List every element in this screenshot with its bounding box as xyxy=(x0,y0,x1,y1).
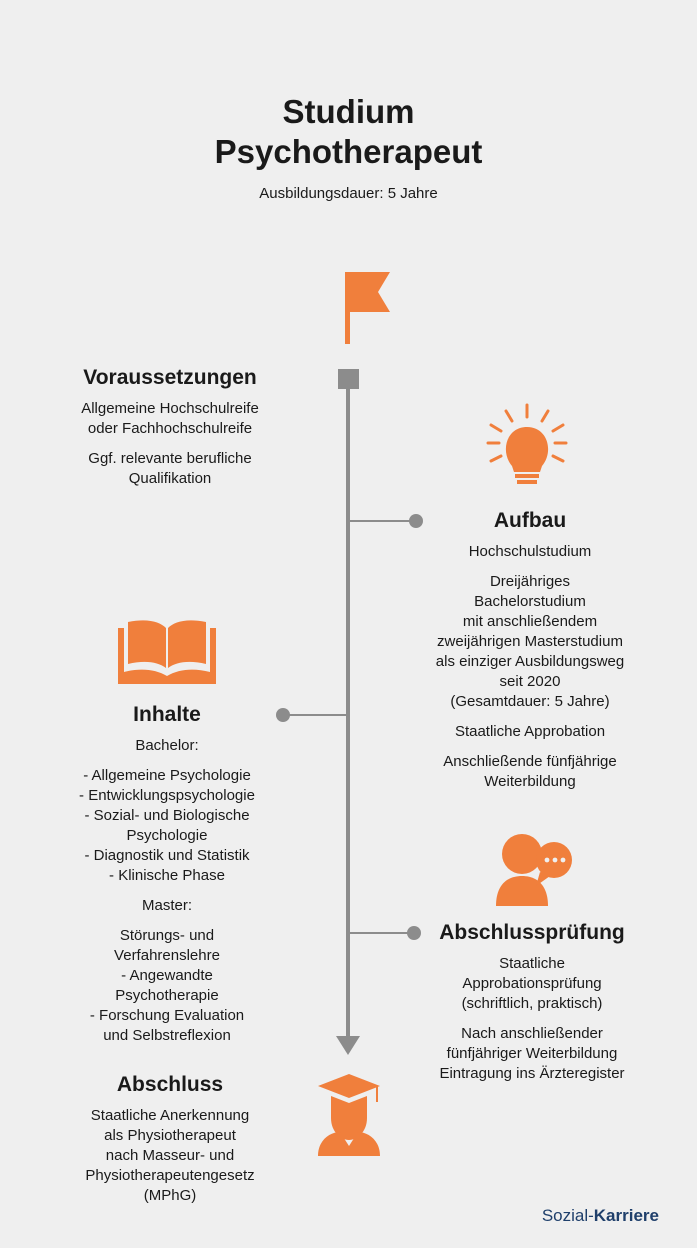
section-abschluss xyxy=(40,1072,300,1206)
section-text: Ggf. relevante berufliche Qualifikation xyxy=(88,450,252,487)
section-text: Nach anschließender fünfjähriger Weiterbildung Eintragung ins Ärzteregister xyxy=(439,1025,625,1082)
timeline-start-marker xyxy=(338,369,359,389)
section-title: Aufbau xyxy=(493,509,567,532)
section-text: Hochschulstudium xyxy=(468,543,592,560)
timeline-arrow xyxy=(336,1036,360,1055)
section-title: Voraussetzungen xyxy=(83,366,257,389)
section-aufbau xyxy=(410,508,650,792)
timeline-branch-abschlusspruefung xyxy=(348,926,421,940)
page-subtitle: Ausbildungsdauer: 5 Jahre xyxy=(259,185,438,202)
timeline-line xyxy=(346,389,350,1038)
flag-icon xyxy=(345,272,390,344)
section-text: Bachelor: xyxy=(135,737,199,754)
title-line-1: Studium xyxy=(282,93,415,130)
section-text: Dreijähriges Bachelorstudium mit anschließendem zweijährigen Masterstudium als einziger Ausbildungsweg seit 2020 (Gesamtdauer: 5 Jahre) xyxy=(435,573,625,710)
brand-part-2: Karriere xyxy=(593,1206,659,1225)
section-text: Allgemeine Hochschulreife oder Fachhochschulreife xyxy=(81,400,259,437)
section-voraussetzungen xyxy=(40,365,300,489)
section-text: Staatliche Anerkennung als Physiotherapeut nach Masseur- und Physiotherapeutengesetz (MPhG) xyxy=(85,1107,255,1204)
person-speech-icon xyxy=(496,834,572,906)
section-text: Störungs- und Verfahrenslehre - Angewandte Psychotherapie - Forschung Evaluation und Selbstreflexion xyxy=(89,927,245,1044)
section-title: Abschlussprüfung xyxy=(439,921,625,944)
brand-part-1: Sozial- xyxy=(541,1206,594,1225)
book-icon xyxy=(118,620,216,684)
title-line-2: Psychotherapeut xyxy=(214,133,483,170)
section-abschlusspruefung xyxy=(412,920,652,1084)
section-text: - Allgemeine Psychologie - Entwicklungspsychologie - Sozial- und Biologische Psychologie - Diagnostik und Statistik - Klinische Phase xyxy=(79,767,255,884)
lightbulb-icon xyxy=(488,405,566,484)
brand-logo xyxy=(542,1206,659,1226)
section-text: Staatliche Approbationsprüfung (schriftlich, praktisch) xyxy=(461,955,603,1012)
graduate-icon xyxy=(318,1074,380,1156)
section-title: Inhalte xyxy=(133,703,201,726)
section-title: Abschluss xyxy=(116,1073,224,1096)
section-text: Master: xyxy=(141,897,192,914)
section-text: Staatliche Approbation xyxy=(454,723,606,740)
section-inhalte xyxy=(42,702,292,1046)
section-text: Anschließende fünfjährige Weiterbildung xyxy=(443,753,617,790)
